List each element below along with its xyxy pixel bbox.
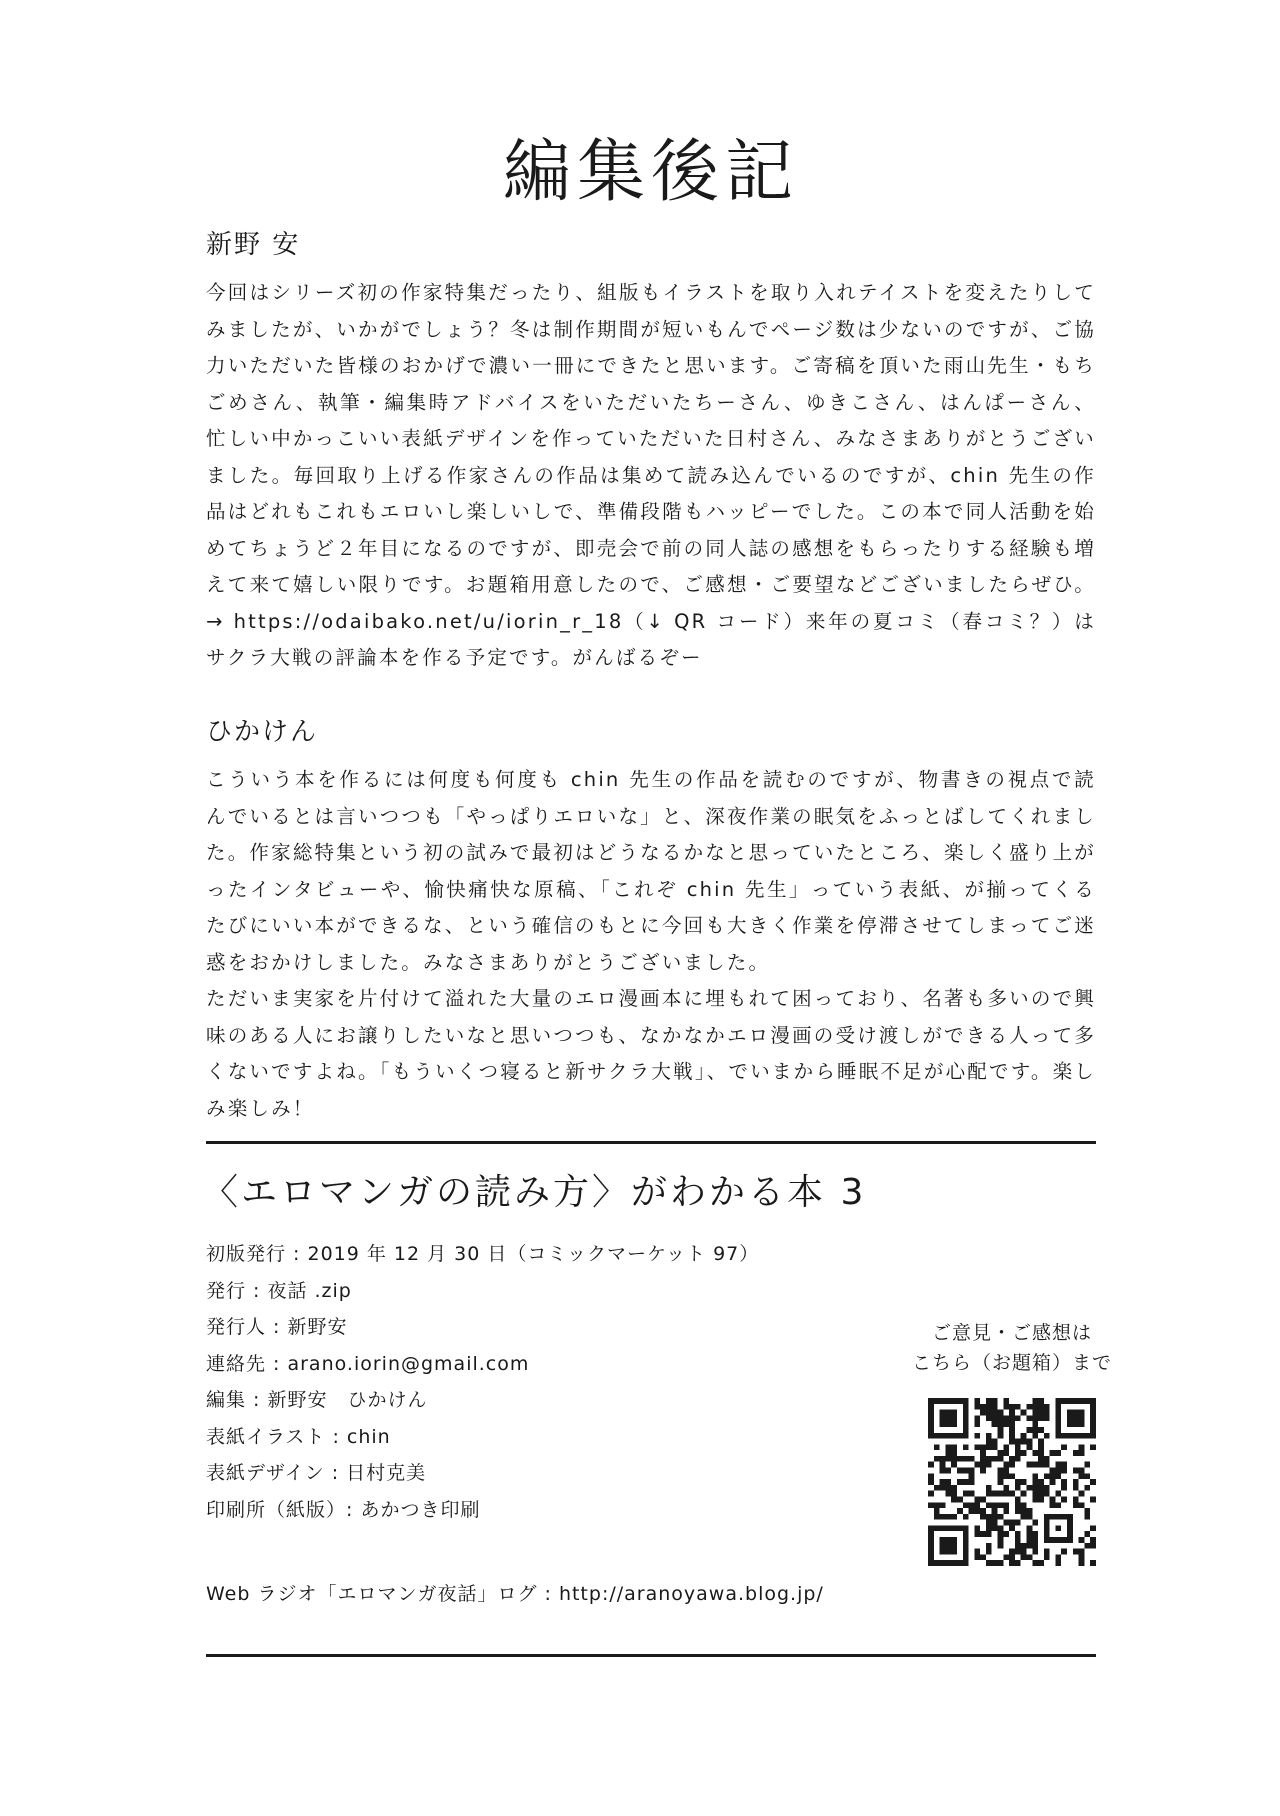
page-title: 編集後記 <box>502 133 799 212</box>
qr-caption-line: こちら（お題箱）まで <box>911 1352 1112 1374</box>
section-author: ひかけん <box>206 717 319 747</box>
section-body: こういう本を作るには何度も何度も chin 先生の作品を読むのですが、物書きの視点で読んでいるとは言いつつも「やっぱりエロいな」と、深夜作業の眠気をふっとばしてくれました。作家総特集という初の試みで最初はどうなるかなと思っていたところ、楽しく盛り上がったインタビューや、愉快痛快な原稿、「これぞ chin 先生」っていう表紙、が揃ってくるたびにいい本ができるな、という確信のもとに今回も大きく作業を停滞させてしまってご迷惑をおかけしました。みなさまありがとうございました。 ただいま実家を片付けて溢れた大量のエロ漫画本に埋もれて困っており、名著も多いので興味のある人にお譲りしたいなと思いつつも、なかなかエロ漫画の受け渡しができる人って多くないですよね。「もういくつ寝ると新サクラ大戦」、でいまから睡眠不足が心配です。楽しみ楽しみ！ <box>206 768 1096 1120</box>
section-body: 今回はシリーズ初の作家特集だったり、組版もイラストを取り入れテイストを変えたりしてみましたが、いかがでしょう？冬は制作期間が短いもんでページ数は少ないのですが、ご協力いただいた皆様のおかげで濃い一冊にできたと思います。ご寄稿を頂いた雨山先生・もちごめさん、執筆・編集時アドバイスをいただいたちーさん、ゆきこさん、はんぱーさん、忙しい中かっこいい表紙デザインを作っていただいた日村さん、みなさまありがとうございました。毎回取り上げる作家さんの作品は集めて読み込んでいるのですが、chin 先生の作品はどれもこれもエロいし楽しいしで、準備段階もハッピーでした。この本で同人活動を始めてちょうど２年目になるのですが、即売会で前の同人誌の感想をもらったりする経験も増えて来て嬉しい限りです。お題箱用意したので、ご感想・ご要望などございましたらぜひ。→ https://odaibako.net/u/iorin_r_18（↓ QR コード）来年の夏コミ（春コミ？）はサクラ大戦の評論本を作る予定です。がんばるぞー <box>206 281 1096 669</box>
qr-caption-line: ご意見・ご感想は <box>931 1322 1092 1344</box>
colophon-line: 発行 : 夜話 .zip <box>206 1279 352 1302</box>
afterword-section-hikaken <box>206 712 1096 1127</box>
qr-caption <box>902 1318 1122 1378</box>
divider-bottom <box>206 1654 1096 1657</box>
radio-log-link: Web ラジオ「エロマンガ夜話」ログ : http://aranoyawa.blog.jp/ <box>206 1583 824 1605</box>
colophon-list <box>206 1236 759 1528</box>
colophon-line: 連絡先 : arano.iorin@gmail.com <box>206 1352 530 1375</box>
afterword-section-arano <box>206 225 1096 677</box>
qr-code-icon <box>928 1398 1096 1566</box>
colophon-line: 発行人 : 新野安 <box>206 1316 348 1338</box>
colophon-title: 〈エロマンガの読み方〉がわかる本 3 <box>202 1172 867 1213</box>
document-page <box>202 0 1112 1816</box>
colophon-line: 表紙イラスト : chin <box>206 1425 391 1448</box>
colophon-line: 印刷所（紙版）: あかつき印刷 <box>206 1498 481 1521</box>
qr-block <box>902 1318 1122 1566</box>
colophon-line: 表紙デザイン : 日村克美 <box>206 1462 427 1484</box>
divider-top <box>206 1141 1096 1144</box>
colophon-line: 初版発行 : 2019 年 12 月 30 日（コミックマーケット 97） <box>206 1243 760 1265</box>
colophon-line: 編集 : 新野安 ひかけん <box>206 1389 428 1411</box>
section-author: 新野 安 <box>206 230 301 260</box>
